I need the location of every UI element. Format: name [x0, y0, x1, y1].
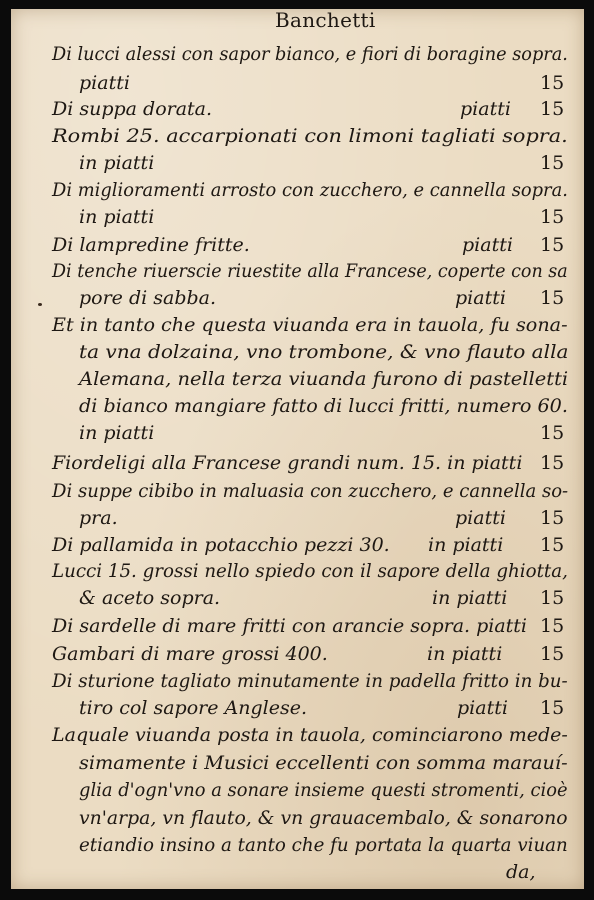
text-line: Di sturione tagliato minutamente in padella fritto in bu-	[52, 670, 568, 692]
text-line: Lucci 15. grossi nello spiedo con il sapore della ghiotta,	[52, 560, 568, 582]
quantity-number: 15	[540, 98, 565, 120]
text-line: di bianco mangiare fatto di lucci fritti, numero 60.	[79, 395, 568, 417]
quantity-label: in piatti	[432, 587, 508, 609]
quantity-label: in piatti	[428, 534, 504, 556]
text-line: piatti	[79, 72, 130, 94]
quantity-label: piatti	[455, 287, 506, 309]
text-line: simamente i Musici eccellenti con somma marauí-	[79, 752, 568, 774]
text-line: in piatti	[79, 422, 155, 444]
text-line: in piatti	[79, 152, 155, 174]
text-line: Gambari di mare grossi 400.	[52, 643, 328, 665]
text-line: Di tenche riuerscie riuestite alla Francese, coperte con sa	[52, 260, 568, 282]
text-line: tiro col sapore Anglese.	[79, 697, 307, 719]
text-line: Di pallamida in potacchio pezzi 30.	[52, 534, 390, 556]
text-line: Laquale viuanda posta in tauola, cominciarono mede-	[52, 724, 568, 746]
quantity-label: piatti	[462, 234, 513, 256]
text-line: Di lampredine fritte.	[52, 234, 250, 256]
quantity-number: 15	[540, 72, 565, 94]
running-header: Banchetti	[275, 8, 376, 32]
text-line: Rombi 25. accarpionati con limoni tagliati sopra.	[52, 125, 568, 147]
quantity-number: 15	[540, 507, 565, 529]
text-line: Alemana, nella terza viuanda furono di pastelletti	[79, 368, 569, 390]
quantity-label: piatti	[457, 697, 508, 719]
text-line: ta vna dolzaina, vno trombone, & vno flauto alla	[79, 341, 569, 363]
quantity-number: 15	[540, 534, 565, 556]
text-line: vn'arpa, vn flauto, & vn grauacembalo, & sonarono	[79, 807, 568, 829]
text-line: pore di sabba.	[79, 287, 217, 309]
quantity-number: 15	[540, 452, 565, 474]
text-line: glia d'ogn'vno a sonare insieme questi stromenti, cioè	[79, 779, 568, 801]
text-line: Di miglioramenti arrosto con zucchero, e cannella sopra.	[52, 179, 568, 201]
text-line: & aceto sopra.	[79, 587, 221, 609]
quantity-label: piatti	[460, 98, 511, 120]
quantity-number: 15	[540, 643, 565, 665]
text-line: Di lucci alessi con sapor bianco, e fiori di boragine sopra.	[52, 43, 568, 65]
text-line: pra.	[79, 507, 118, 529]
quantity-number: 15	[540, 697, 565, 719]
text-line: in piatti	[79, 206, 155, 228]
text-line: etiandio insino a tanto che fu portata la quarta viuan	[79, 834, 568, 856]
quantity-label: piatti	[455, 507, 506, 529]
text-line: da,	[506, 861, 536, 883]
quantity-number: 15	[540, 587, 565, 609]
quantity-number: 15	[540, 206, 565, 228]
quantity-number: 15	[540, 615, 565, 637]
ink-blot	[38, 303, 42, 306]
quantity-number: 15	[540, 422, 565, 444]
text-line: Di suppe cibibo in maluasia con zucchero, e cannella so-	[52, 480, 569, 502]
quantity-number: 15	[540, 234, 565, 256]
text-line: Di sardelle di mare fritti con arancie sopra. piatti	[52, 615, 528, 637]
text-line: Fiordeligi alla Francese grandi num. 15. in piatti	[52, 452, 523, 474]
text-line: Et in tanto che questa viuanda era in tauola, fu sona-	[52, 314, 568, 336]
text-line: Di suppa dorata.	[52, 98, 213, 120]
quantity-number: 15	[540, 152, 565, 174]
quantity-label: in piatti	[427, 643, 503, 665]
quantity-number: 15	[540, 287, 565, 309]
